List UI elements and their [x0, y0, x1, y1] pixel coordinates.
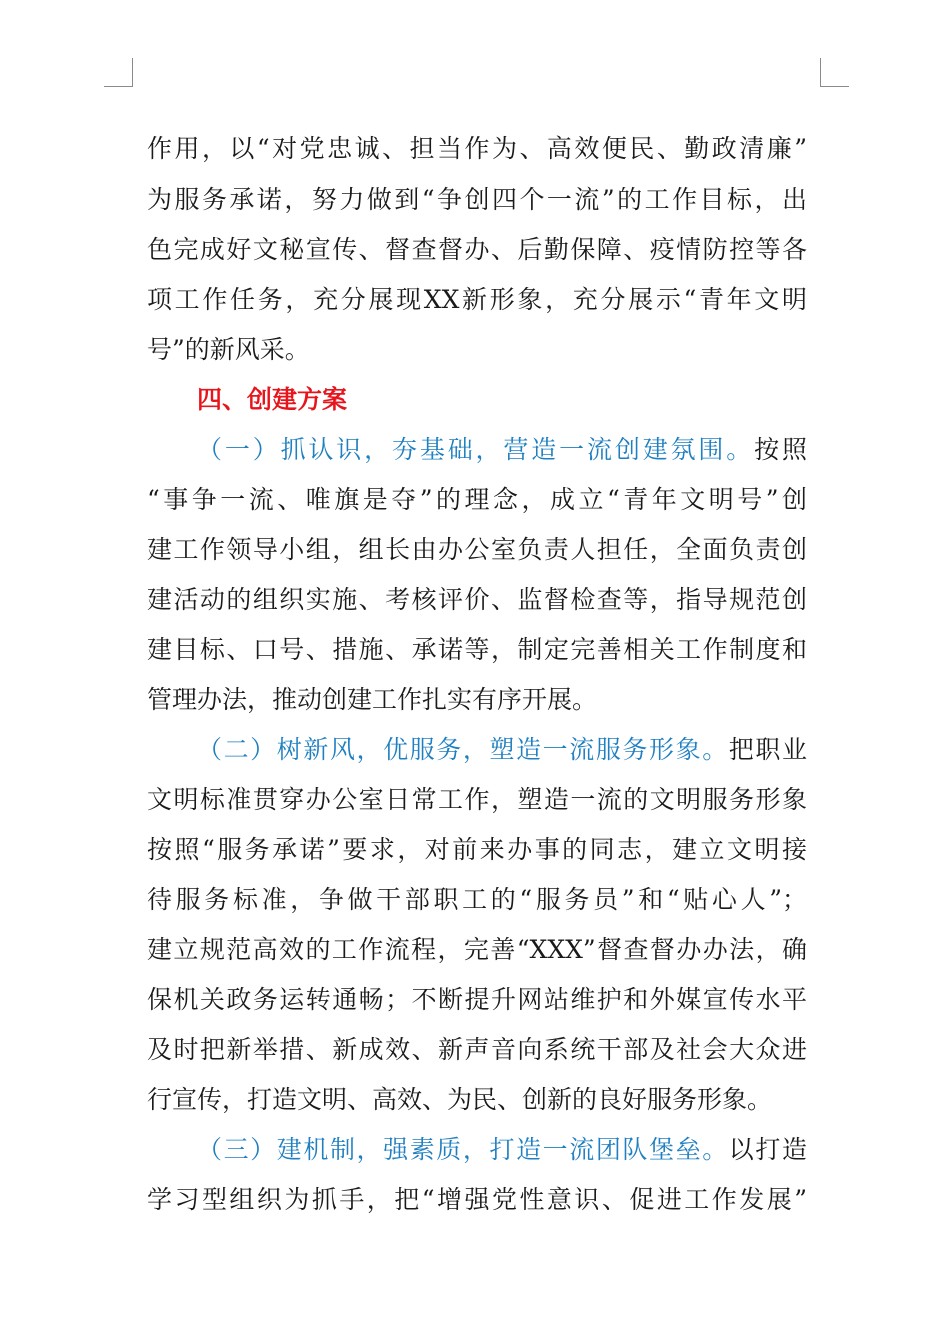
paragraph-line: 学习型组织为抓手，把“增强党性意识、促进工作发展”	[147, 1185, 807, 1214]
paragraph-line: “事争一流、唯旗是夺”的理念，成立“青年文明号”创	[147, 485, 807, 514]
subsection-text: 按照	[754, 435, 807, 464]
paragraph-line: 待服务标准，争做干部职工的“服务员”和“贴心人”；	[147, 885, 807, 914]
paragraph-line: 管理办法，推动创建工作扎实有序开展。	[147, 685, 598, 714]
paragraph-line: 建活动的组织实施、考核评价、监督检查等，指导规范创	[147, 585, 807, 614]
paragraph-line: 色完成好文秘宣传、督查督办、后勤保障、疫情防控等各	[147, 235, 807, 264]
crop-mark-top-right	[820, 58, 849, 87]
subsection-text: 以打造	[728, 1135, 807, 1164]
subsection-text: 把职业	[728, 735, 807, 764]
paragraph-line: 项工作任务，充分展现XX新形象，充分展示“青年文明	[147, 285, 807, 314]
subsection-title: （二）树新风，优服务，塑造一流服务形象。	[197, 735, 729, 764]
paragraph-line: 保机关政务运转通畅；不断提升网站维护和外媒宣传水平	[147, 985, 807, 1014]
paragraph-line: 按照“服务承诺”要求，对前来办事的同志，建立文明接	[147, 835, 807, 864]
paragraph-line: 建目标、口号、措施、承诺等，制定完善相关工作制度和	[147, 635, 807, 664]
subsection-title: （三）建机制，强素质，打造一流团队堡垒。	[197, 1135, 729, 1164]
paragraph-line: 作用，以“对党忠诚、担当作为、高效便民、勤政清廉”	[147, 134, 807, 163]
paragraph-line: 及时把新举措、新成效、新声音向系统干部及社会大众进	[147, 1035, 807, 1064]
paragraph-line: 建工作领导小组，组长由办公室负责人担任，全面负责创	[147, 535, 807, 564]
subsection-first-line	[197, 432, 807, 468]
paragraph-line: 为服务承诺，努力做到“争创四个一流”的工作目标，出	[147, 185, 807, 214]
subsection-title: （一）抓认识，夯基础，营造一流创建氛围。	[197, 435, 755, 464]
subsection-first-line	[197, 732, 807, 768]
subsection-first-line	[197, 1132, 807, 1168]
paragraph-line: 建立规范高效的工作流程，完善“XXX”督查督办办法，确	[147, 935, 807, 964]
section-heading: 四、创建方案	[197, 385, 348, 414]
crop-mark-top-left	[104, 58, 133, 87]
paragraph-line: 文明标准贯穿办公室日常工作，塑造一流的文明服务形象	[147, 785, 807, 814]
paragraph-line: 行宣传，打造文明、高效、为民、创新的良好服务形象。	[147, 1085, 773, 1114]
paragraph-line: 号”的新风采。	[147, 335, 310, 364]
